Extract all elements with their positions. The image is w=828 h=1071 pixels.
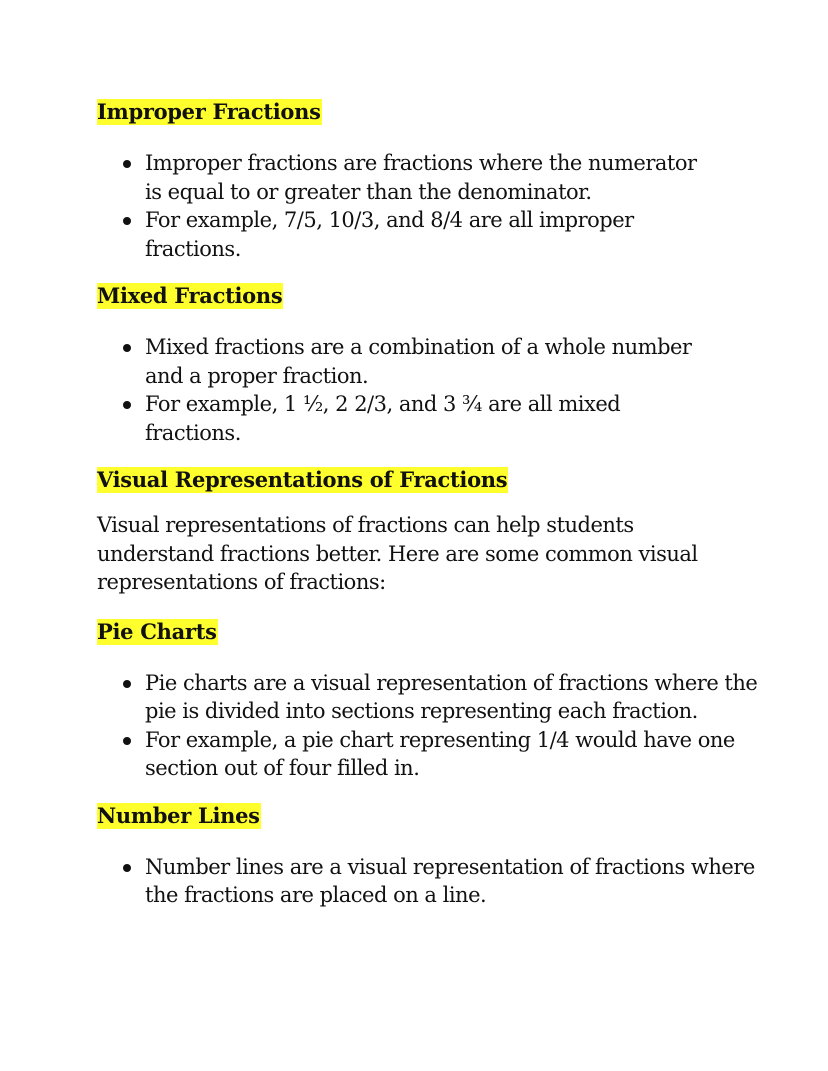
list-improper-fractions	[97, 149, 747, 263]
document-page	[97, 97, 758, 910]
bullet-dot-icon	[123, 680, 131, 688]
bullet-dot-icon	[123, 737, 131, 745]
list-mixed-fractions	[97, 333, 747, 447]
list-item: Mixed fractions are a combination of a whole number and a proper fraction.	[97, 333, 720, 390]
heading-number-lines: Number Lines	[97, 802, 260, 828]
list-item: Pie charts are a visual representation of fractions where the pie is divided into sections representing each fraction.	[97, 669, 785, 726]
bullet-dot-icon	[123, 401, 131, 409]
bullet-dot-icon	[123, 344, 131, 352]
list-item: For example, 1 ½, 2 2/3, and 3 ¾ are all mixed fractions.	[97, 390, 705, 447]
list-item: Improper fractions are fractions where the numerator is equal to or greater than the denominator.	[97, 149, 705, 206]
bullet-dot-icon	[123, 864, 131, 872]
heading-mixed-fractions: Mixed Fractions	[97, 283, 283, 308]
list-item: For example, 7/5, 10/3, and 8/4 are all improper fractions.	[97, 206, 730, 263]
heading-visual-representations: Visual Representations of Fractions	[97, 467, 508, 492]
list-item: For example, a pie chart representing 1/4 would have one section out of four filled in.	[97, 726, 765, 783]
heading-pie-charts: Pie Charts	[97, 618, 217, 644]
paragraph-visual-representations: Visual representations of fractions can help students understand fractions better. Here are some common visual representations of fractions:	[97, 513, 698, 594]
list-pie-charts	[97, 669, 758, 783]
list-number-lines	[97, 853, 755, 910]
bullet-dot-icon	[123, 217, 131, 225]
heading-improper-fractions: Improper Fractions	[97, 99, 321, 124]
bullet-dot-icon	[123, 160, 131, 168]
list-item: Number lines are a visual representation of fractions where the fractions are placed on a line.	[97, 853, 785, 910]
